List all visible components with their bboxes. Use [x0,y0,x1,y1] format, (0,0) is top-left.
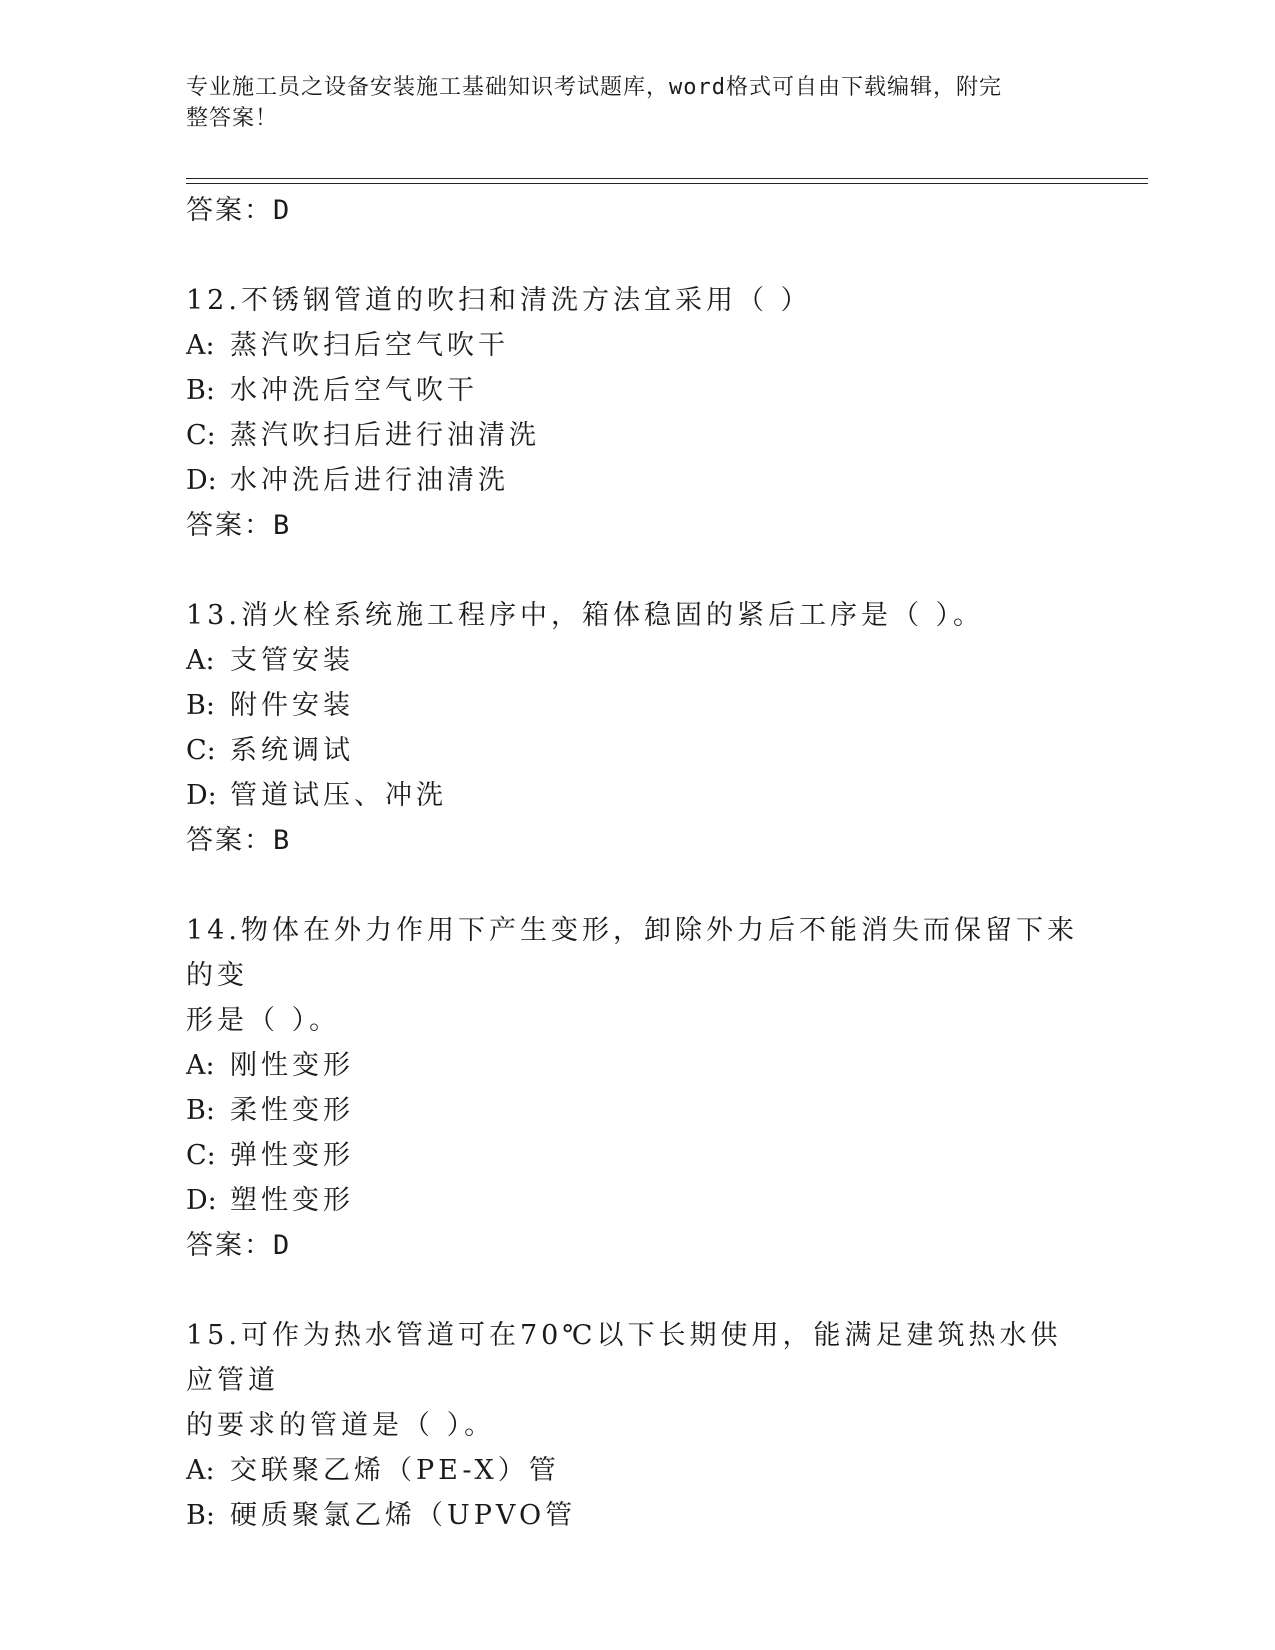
option-letter: C: [186,420,216,451]
option-letter: A: [186,330,215,361]
option-a [186,1448,1086,1493]
spacer [186,234,1086,278]
option-d [186,1178,1086,1223]
option-text: 硬质聚氯乙烯（UPVO管 [230,1500,577,1531]
option-text: 交联聚乙烯（PE-X）管 [230,1455,560,1486]
document-header [186,72,1086,134]
option-letter: B: [186,690,215,721]
option-b [186,1088,1086,1133]
header-divider-top [186,178,1148,179]
option-letter: C: [186,1140,216,1171]
option-letter: B: [186,1095,215,1126]
option-letter: B: [186,375,215,406]
option-d [186,773,1086,818]
answer-line [186,1223,1086,1269]
option-text: 刚性变形 [230,1050,354,1081]
option-text: 支管安装 [230,645,354,676]
option-text: 管道试压、冲洗 [230,780,447,811]
option-a [186,1043,1086,1088]
option-letter: A: [186,645,215,676]
option-text: 系统调试 [230,735,354,766]
option-b [186,368,1086,413]
question-stem-line: 的要求的管道是（ ）。 [186,1410,496,1441]
question-block [186,278,1086,549]
question-stem [186,908,1086,1043]
question-block [186,1313,1086,1538]
option-letter: D: [186,465,217,496]
answer-label: 答案： [186,195,273,226]
option-c [186,1133,1086,1178]
option-text: 蒸汽吹扫后进行油清洗 [230,420,540,451]
question-stem-line: 15.可作为热水管道可在70℃以下长期使用，能满足建筑热水供应管道 [186,1320,1062,1396]
answer-line [186,188,1086,234]
question-stem [186,1313,1086,1448]
question-block [186,593,1086,864]
answer-value: B [273,825,292,856]
option-text: 弹性变形 [230,1140,354,1171]
option-letter: C: [186,735,216,766]
header-line-1: 专业施工员之设备安装施工基础知识考试题库，word格式可自由下载编辑，附完 [186,75,1002,100]
answer-value: D [273,195,292,226]
option-c [186,413,1086,458]
option-text: 蒸汽吹扫后空气吹干 [230,330,509,361]
option-letter: A: [186,1455,215,1486]
question-list [186,188,1086,1538]
spacer [186,1269,1086,1313]
answer-line [186,503,1086,549]
option-letter: D: [186,1185,217,1216]
option-a [186,638,1086,683]
option-a [186,323,1086,368]
question-stem: 12.不锈钢管道的吹扫和清洗方法宜采用（ ） [186,285,812,316]
answer-value: B [273,510,292,541]
answer-line [186,818,1086,864]
option-d [186,458,1086,503]
answer-label: 答案： [186,825,273,856]
option-letter: B: [186,1500,215,1531]
header-divider-bottom [186,183,1148,184]
question-block [186,908,1086,1269]
question-stem-line: 形是（ ）。 [186,1005,341,1036]
header-line-2: 整答案！ [186,106,279,131]
question-stem: 13.消火栓系统施工程序中，箱体稳固的紧后工序是（ ）。 [186,600,985,631]
option-text: 水冲洗后进行油清洗 [230,465,509,496]
option-text: 柔性变形 [230,1095,354,1126]
answer-label: 答案： [186,1230,273,1261]
question-stem-line: 14.物体在外力作用下产生变形，卸除外力后不能消失而保留下来的变 [186,915,1078,991]
option-letter: A: [186,1050,215,1081]
spacer [186,864,1086,908]
option-text: 水冲洗后空气吹干 [230,375,478,406]
spacer [186,549,1086,593]
option-text: 附件安装 [230,690,354,721]
option-letter: D: [186,780,217,811]
option-b [186,1493,1086,1538]
option-text: 塑性变形 [230,1185,354,1216]
answer-label: 答案： [186,510,273,541]
answer-value: D [273,1230,292,1261]
option-c [186,728,1086,773]
option-b [186,683,1086,728]
